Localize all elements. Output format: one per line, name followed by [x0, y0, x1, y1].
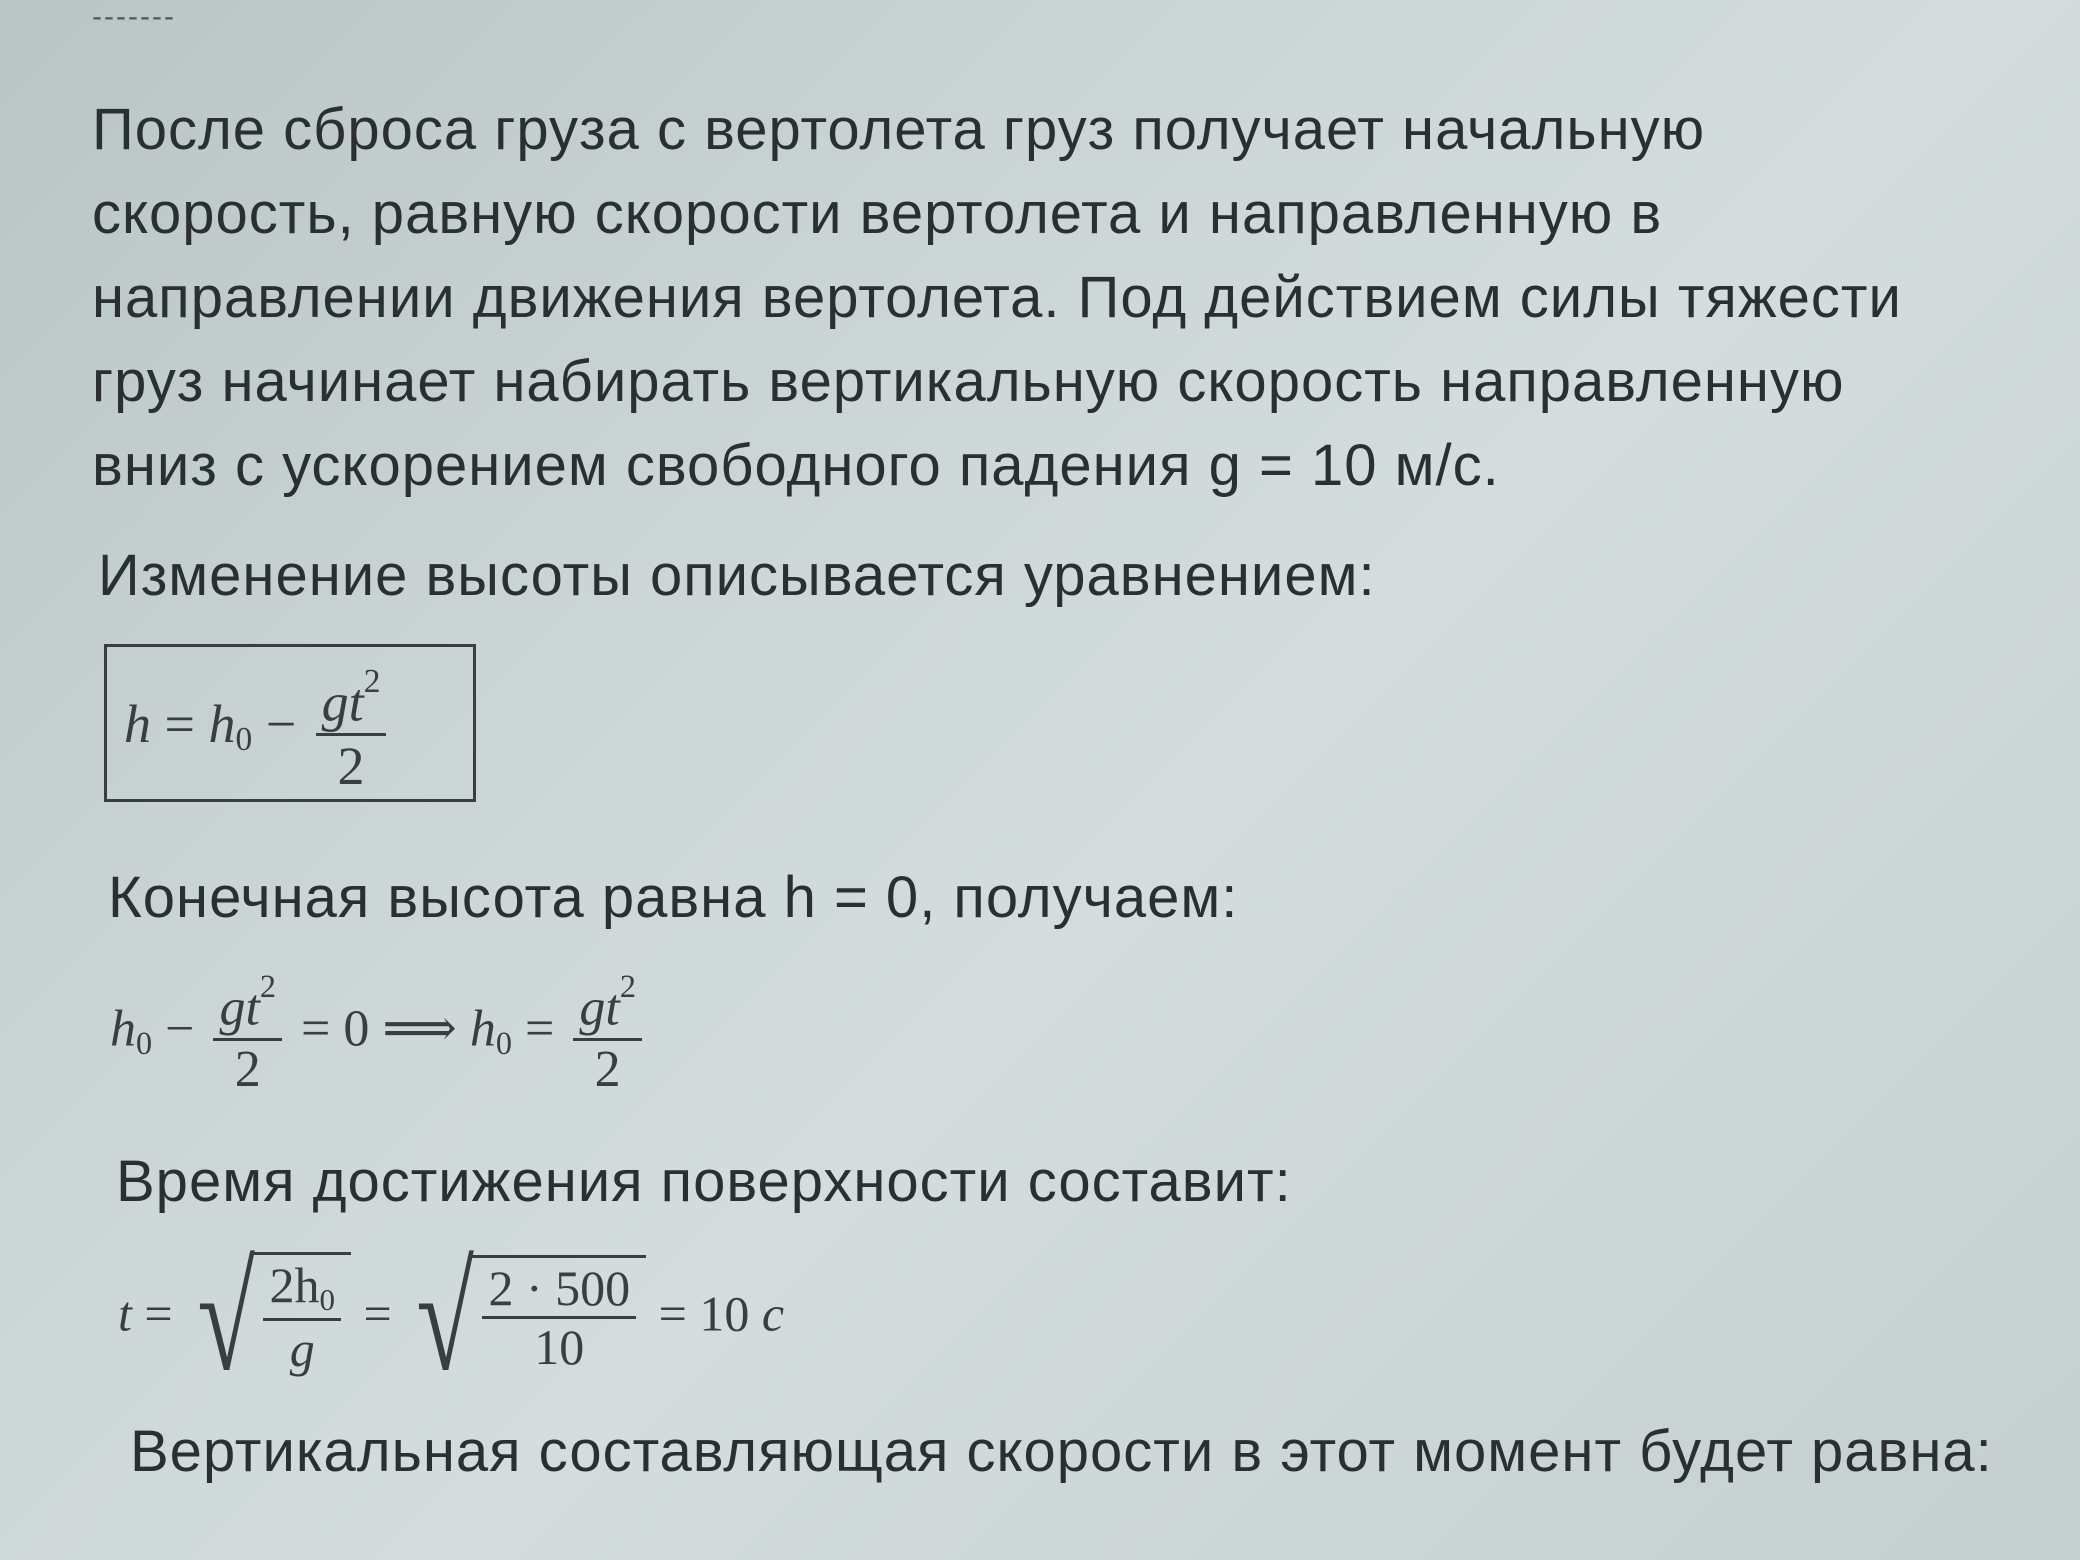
eq1-lhs: h [124, 693, 151, 754]
intro-line: груз начинает набирать вертикальную скорость направленную [92, 349, 1845, 414]
eq3-fraction-1 [263, 1259, 341, 1376]
radical-icon: √ [416, 1236, 475, 1402]
eq3-sqrt-1 [185, 1236, 351, 1402]
equation-height [124, 664, 392, 795]
eq1-num: gt [321, 672, 364, 733]
radical-icon: √ [197, 1236, 256, 1402]
vertical-text: Вертикальная составляющая скорости в этот момент будет равна: [130, 1419, 1993, 1484]
eq2-h0-b: h [469, 1000, 496, 1058]
eq1-num-sup: 2 [363, 663, 381, 700]
eq3-equals-2: = [363, 1285, 392, 1342]
eq3-den1: g [289, 1321, 315, 1378]
eq3-sqrt-2 [404, 1236, 646, 1402]
eq2-den: 2 [234, 1040, 261, 1098]
intro-paragraph [92, 88, 1902, 508]
eq1-minus: − [265, 693, 297, 754]
eq2-num-sup: 2 [259, 968, 277, 1004]
eq1-den: 2 [337, 736, 365, 797]
eq2-minus: − [165, 1000, 195, 1058]
eq2-implies: ⟹ [382, 1000, 457, 1058]
eq2-h0: h [110, 1000, 136, 1058]
intro-line: скорость, равную скорости вертолета и направленную в [92, 181, 1663, 246]
eq3-den2: 10 [534, 1319, 585, 1375]
height-change-text: Изменение высоты описывается уравнением: [98, 543, 1376, 608]
eq3-num1: 2h [269, 1257, 320, 1314]
eq3-equals-1: = [144, 1285, 173, 1342]
eq3-unit: c [761, 1285, 785, 1342]
eq2-fraction-2 [573, 970, 642, 1098]
eq2-equals: = [525, 1000, 555, 1058]
eq2-num2: gt [579, 979, 620, 1037]
eq3-fraction-2 [482, 1259, 636, 1375]
eq2-num2-sup: 2 [619, 968, 636, 1004]
eq1-fraction [316, 664, 387, 795]
eq3-result: = 10 [658, 1285, 750, 1342]
top-dashes: ------- [92, 0, 176, 33]
eq3-t: t [118, 1285, 132, 1342]
eq1-equals: = [164, 693, 195, 754]
final-height-text: Конечная высота равна h = 0, получаем: [108, 865, 1239, 930]
intro-line: вниз с ускорением свободного падения g = 10 м/с. [92, 433, 1500, 498]
intro-line: После сброса груза с вертолета груз получает начальную [92, 97, 1706, 162]
eq2-h0-b-sub: 0 [495, 1024, 513, 1061]
equation-time [118, 1236, 785, 1402]
eq2-den2: 2 [594, 1040, 621, 1098]
eq2-fraction-1 [213, 970, 282, 1098]
time-text: Время достижения поверхности составит: [116, 1149, 1292, 1214]
eq2-equals-zero: = 0 [301, 1000, 370, 1058]
equation-zero-height [110, 970, 648, 1098]
eq2-num: gt [219, 979, 260, 1037]
intro-line: направлении движения вертолета. Под действием силы тяжести [92, 265, 1902, 330]
eq1-h0: h [208, 693, 236, 754]
eq3-num1-sub: 0 [319, 1281, 335, 1317]
eq2-h0-sub: 0 [136, 1024, 153, 1061]
eq3-num2: 2 · 500 [482, 1262, 636, 1320]
eq1-h0-sub: 0 [235, 721, 253, 759]
